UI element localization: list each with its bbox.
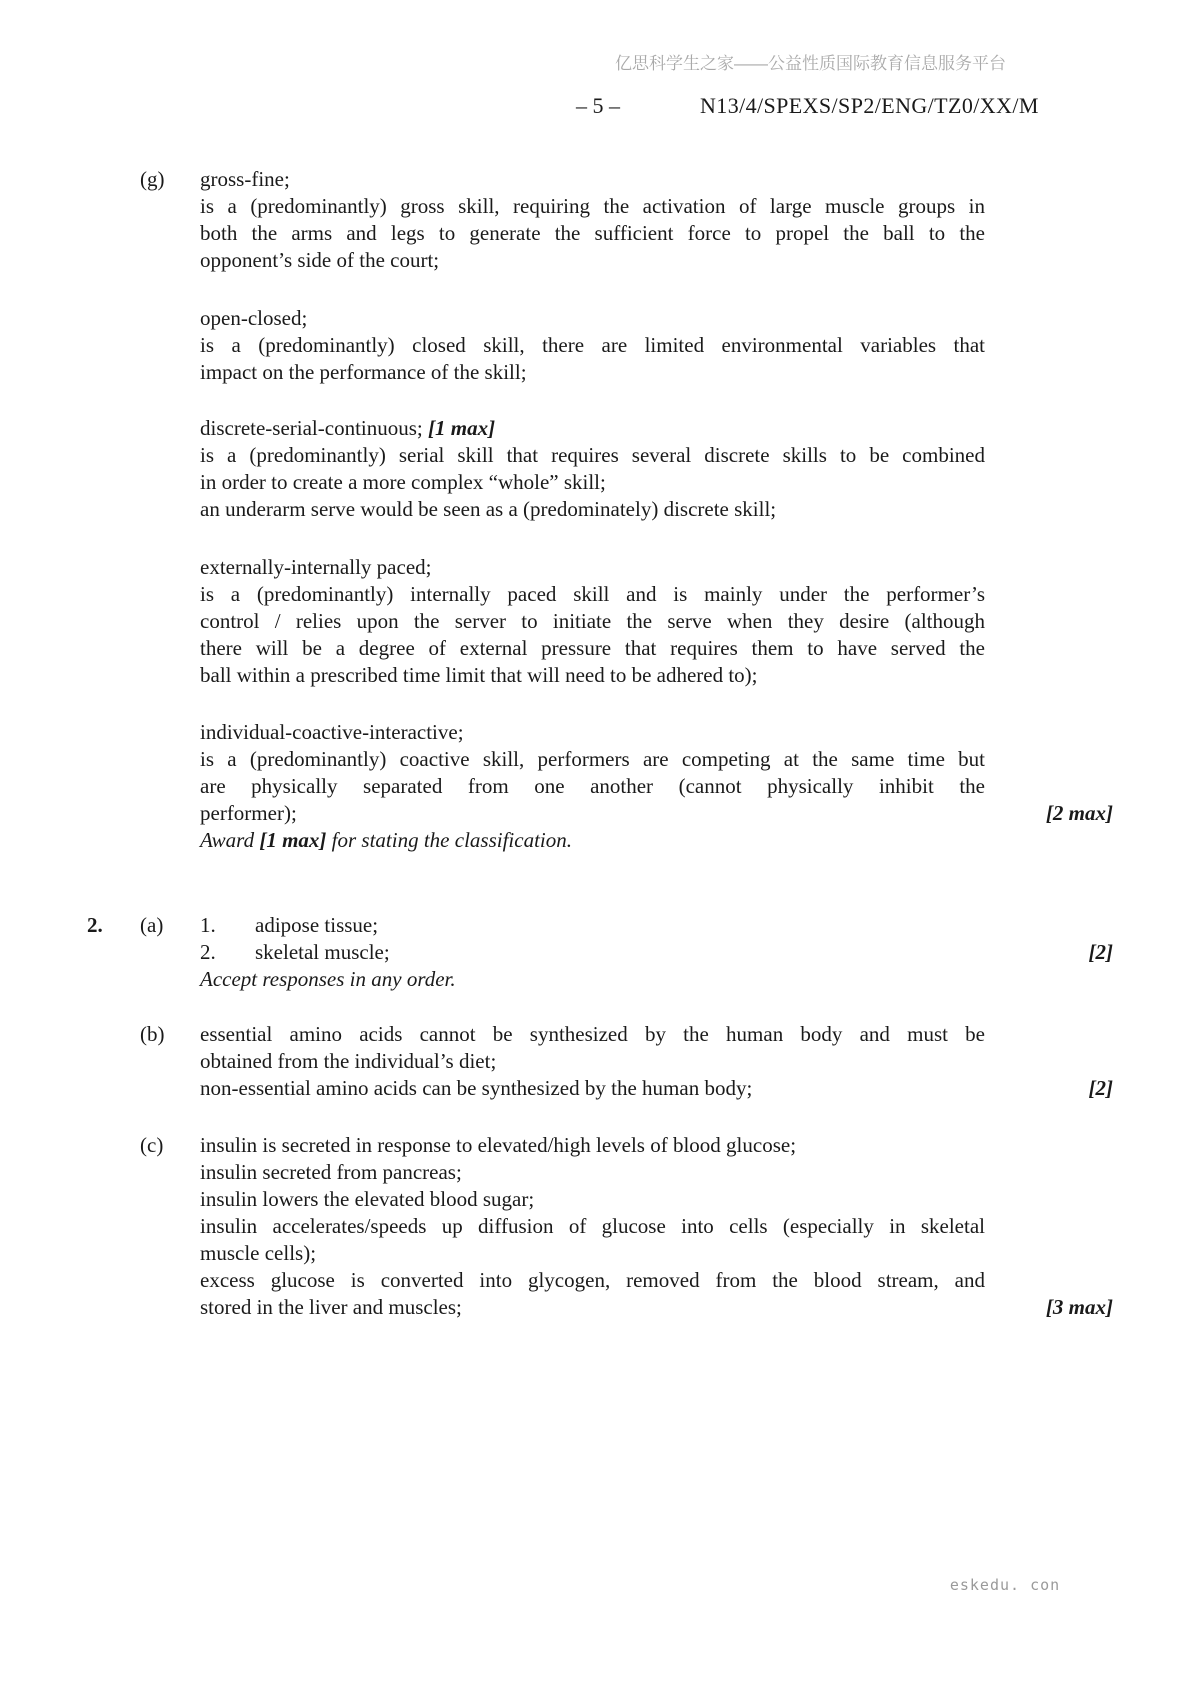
text-segment: open-closed; [200, 306, 308, 330]
list-number: 2. [200, 940, 216, 964]
text-line [200, 166, 985, 193]
text-segment: are physically separated from one another (cannot physically inhibit the [200, 774, 985, 798]
text-line [200, 1075, 1113, 1102]
text-line [200, 635, 985, 662]
footer-watermark-text: eskedu. con [949, 1576, 1061, 1594]
text-segment: is a (predominantly) serial skill that requires several discrete skills to be combined [200, 443, 985, 467]
text-line [200, 746, 985, 773]
text-segment: Accept responses in any order. [200, 967, 456, 991]
text-segment: non-essential amino acids can be synthesized by the human body; [200, 1076, 753, 1100]
text-line [200, 1186, 985, 1213]
page-number: – 5 – [576, 93, 620, 118]
text-segment: there will be a degree of external pressure that requires them to have served the [200, 636, 985, 660]
text-line [200, 966, 985, 993]
text-segment: control / relies upon the server to initiate the serve when they desire (although [200, 609, 985, 633]
markscheme-body [87, 166, 1113, 1321]
text-line [200, 1159, 985, 1186]
text-line [200, 193, 985, 220]
text-segment: insulin is secreted in response to elevated/high levels of blood glucose; [200, 1133, 797, 1157]
part-letter: (c) [140, 1133, 164, 1157]
text-segment: essential amino acids cannot be synthesized by the human body and must be [200, 1022, 985, 1046]
text-line [200, 939, 1113, 966]
question-number: 2. [87, 913, 103, 937]
text-line [200, 442, 985, 469]
text-segment: stored in the liver and muscles; [200, 1295, 462, 1319]
text-line [200, 1294, 1113, 1321]
text-segment: obtained from the individual’s diet; [200, 1049, 497, 1073]
text-line [200, 469, 985, 496]
question-part [200, 415, 985, 523]
marks-emphasis: [1 max] [259, 828, 327, 852]
marks-badge: [2] [1088, 940, 1113, 964]
text-segment: is a (predominantly) closed skill, there are limited environmental variables that [200, 333, 985, 357]
text-line [200, 247, 985, 274]
text-segment: insulin lowers the elevated blood sugar; [200, 1187, 535, 1211]
text-line [200, 1213, 985, 1240]
text-segment: is a (predominantly) gross skill, requiring the activation of large muscle groups in [200, 194, 985, 218]
marks-badge: [2 max] [1045, 801, 1113, 825]
marks-emphasis: [1 max] [428, 416, 496, 440]
text-segment: both the arms and legs to generate the sufficient force to propel the ball to the [200, 221, 985, 245]
text-line [200, 1048, 985, 1075]
text-line [200, 305, 985, 332]
text-segment: performer); [200, 801, 297, 825]
list-number: 1. [200, 913, 216, 937]
text-segment: excess glucose is converted into glycogen, removed from the blood stream, and [200, 1268, 985, 1292]
text-segment: ball within a prescribed time limit that will need to be adhered to); [200, 663, 758, 687]
paper-code: N13/4/SPEXS/SP2/ENG/TZ0/XX/M [700, 93, 1039, 118]
question-part [200, 719, 1113, 854]
text-segment: gross-fine; [200, 167, 290, 191]
text-segment: impact on the performance of the skill; [200, 360, 527, 384]
text-line [200, 608, 985, 635]
text-line [200, 662, 985, 689]
text-segment: insulin accelerates/speeds up diffusion of glucose into cells (especially in skeletal [200, 1214, 985, 1238]
text-line [200, 1267, 985, 1294]
text-segment: Award [200, 828, 260, 852]
text-segment: muscle cells); [200, 1241, 317, 1265]
text-line [200, 1240, 985, 1267]
marks-badge: [2] [1088, 1076, 1113, 1100]
text-line [200, 1132, 985, 1159]
text-segment: skeletal muscle; [255, 940, 390, 964]
question-part [140, 1021, 1113, 1102]
text-line [200, 415, 985, 442]
text-line [200, 800, 1113, 827]
part-letter: (a) [140, 913, 164, 937]
text-line [200, 912, 985, 939]
text-segment: discrete-serial-continuous; [200, 416, 429, 440]
text-line [200, 220, 985, 247]
text-line [200, 581, 985, 608]
question-part [140, 166, 985, 274]
text-segment: an underarm serve would be seen as a (predominately) discrete skill; [200, 497, 777, 521]
part-letter: (b) [140, 1022, 165, 1046]
text-segment: in order to create a more complex “whole” skill; [200, 470, 606, 494]
text-segment: is a (predominantly) coactive skill, performers are competing at the same time but [200, 747, 985, 771]
question-part [87, 912, 1113, 993]
text-line [200, 827, 985, 854]
text-line [200, 719, 985, 746]
text-segment: insulin secreted from pancreas; [200, 1160, 462, 1184]
part-letter: (g) [140, 167, 165, 191]
text-segment: adipose tissue; [255, 913, 379, 937]
question-part [140, 1132, 1113, 1321]
text-line [200, 773, 985, 800]
marks-badge: [3 max] [1045, 1295, 1113, 1319]
text-line [200, 554, 985, 581]
question-part [200, 554, 985, 689]
text-segment: for stating the classification. [326, 828, 572, 852]
text-line [200, 1021, 985, 1048]
header-watermark-text: 亿思科学生之家——公益性质国际教育信息服务平台 [615, 54, 1006, 73]
text-line [200, 496, 985, 523]
text-segment: externally-internally paced; [200, 555, 432, 579]
text-line [200, 359, 985, 386]
text-segment: is a (predominantly) internally paced skill and is mainly under the performer’s [200, 582, 985, 606]
question-part [200, 305, 985, 386]
text-segment: opponent’s side of the court; [200, 248, 440, 272]
text-line [200, 332, 985, 359]
text-segment: individual-coactive-interactive; [200, 720, 464, 744]
